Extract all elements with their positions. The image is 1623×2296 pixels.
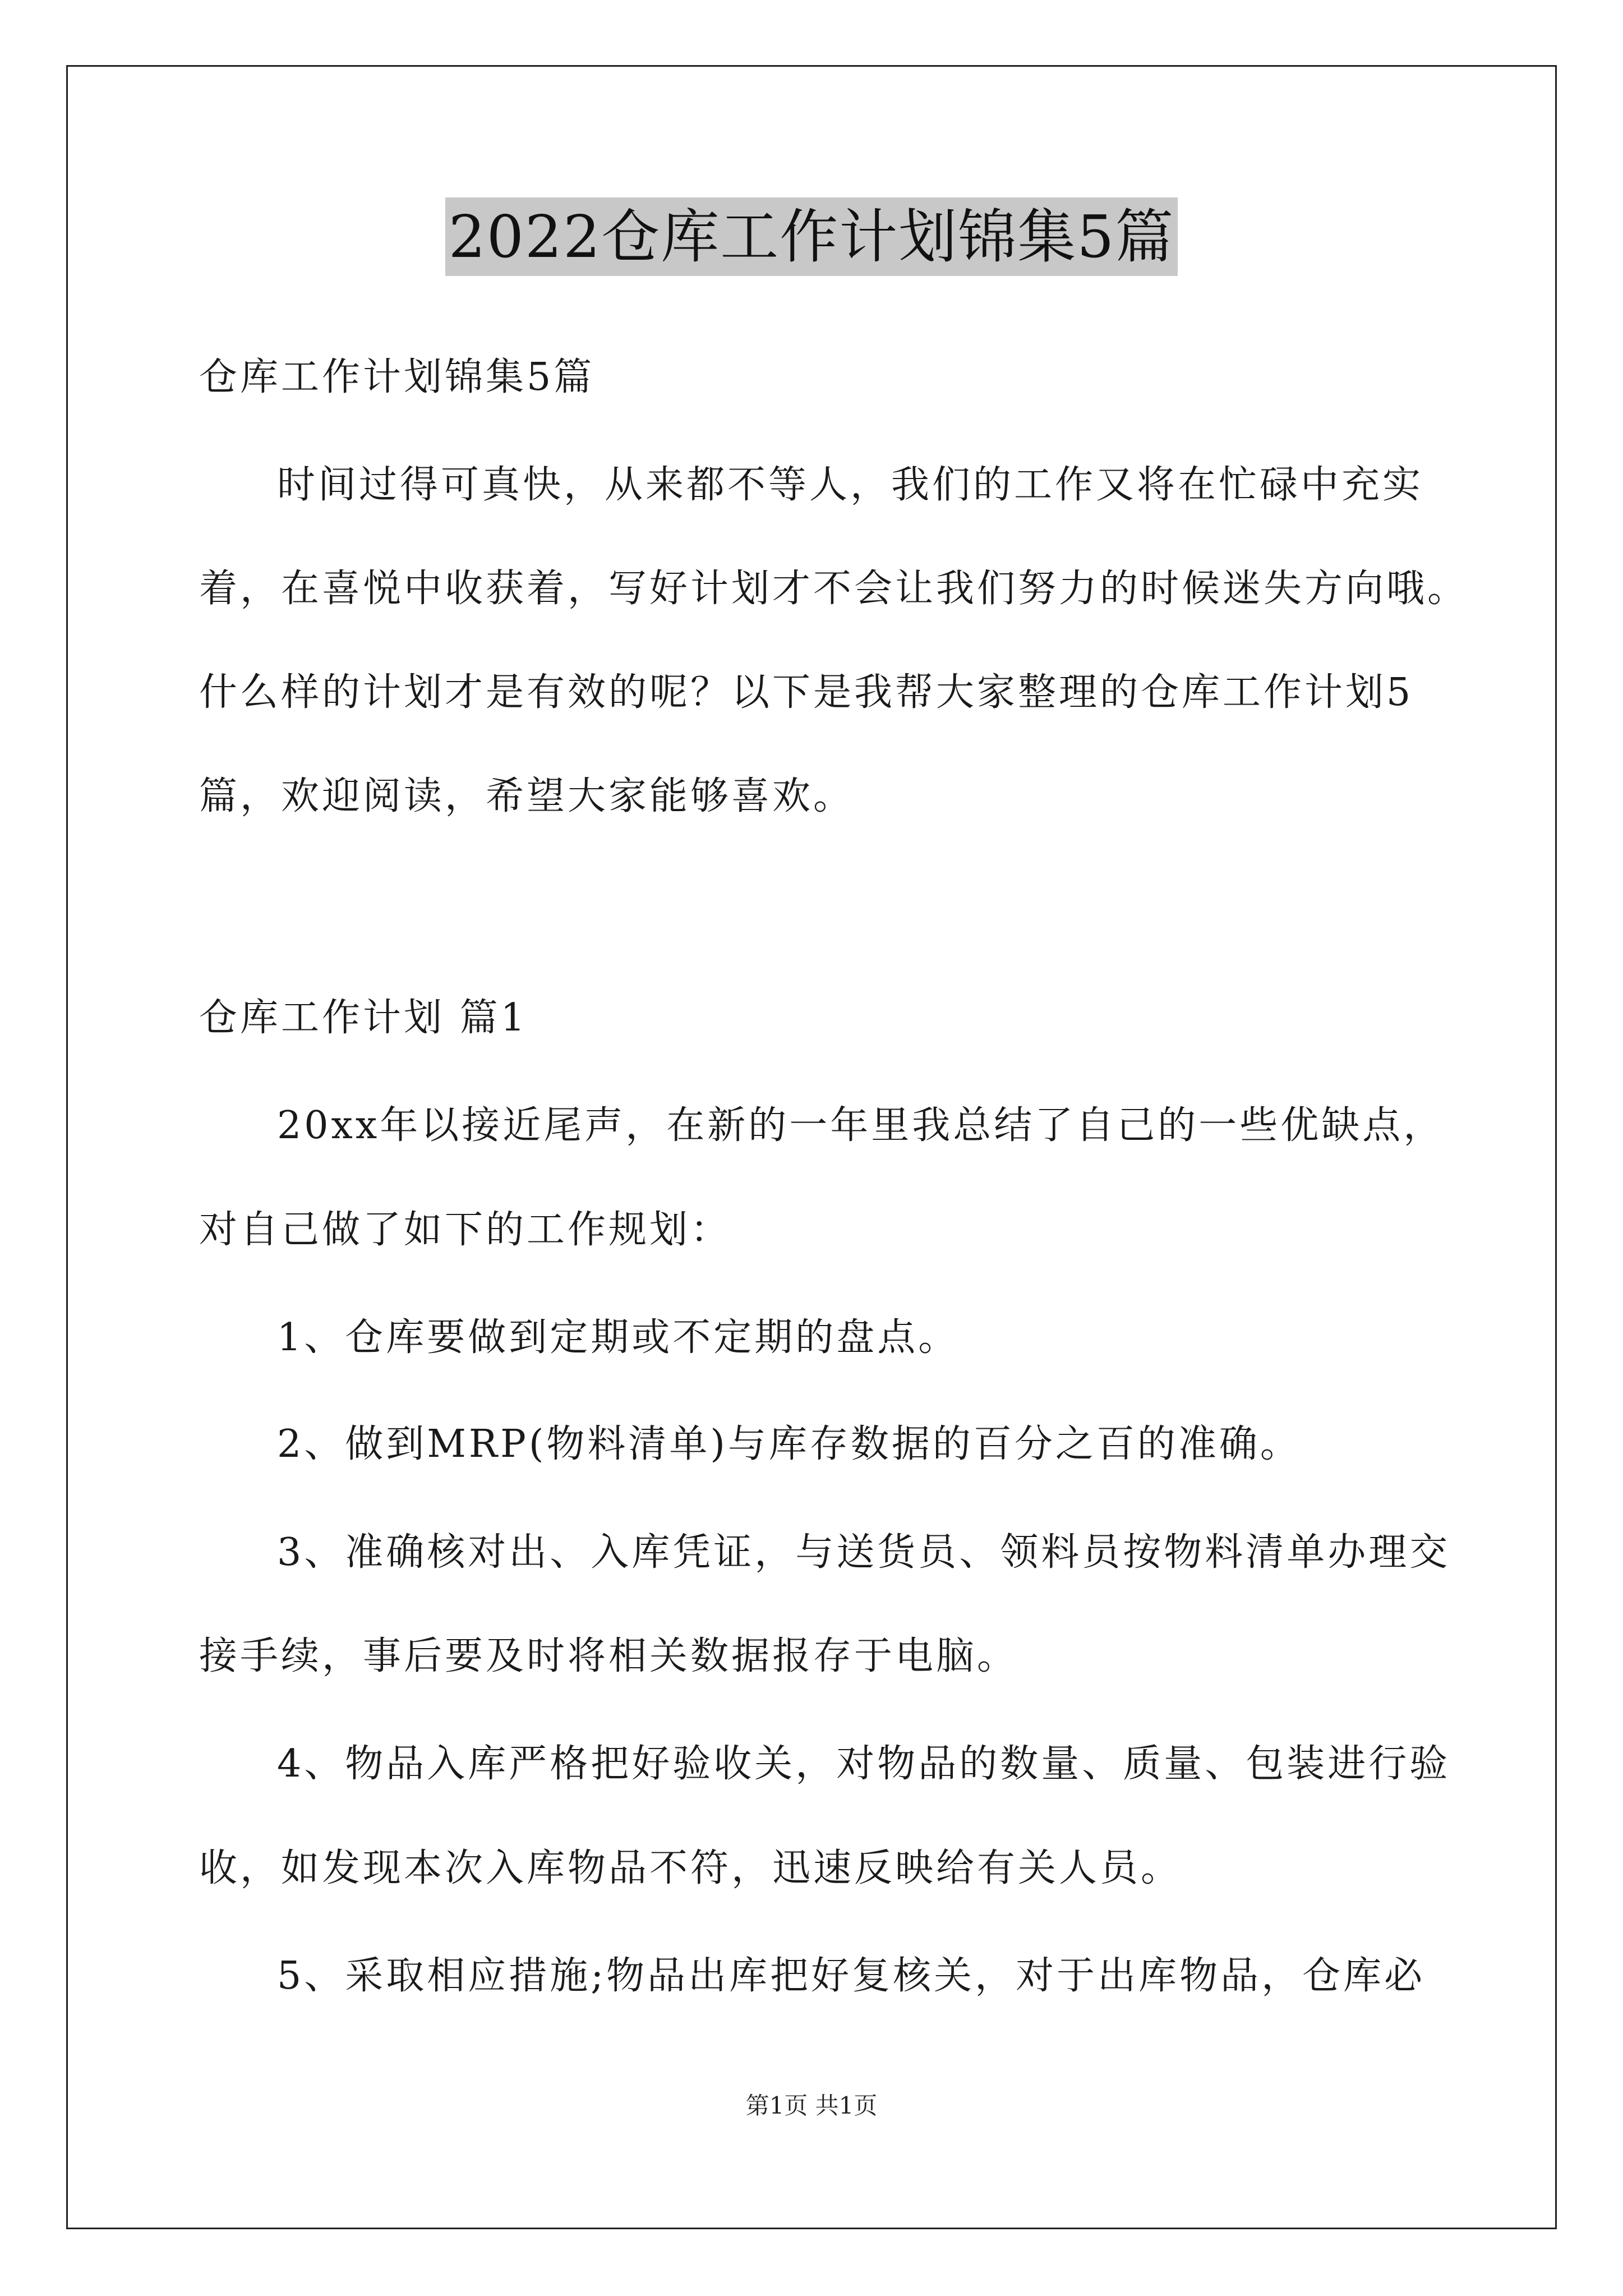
- list-item-3-line-2: 接手续，事后要及时将相关数据报存于电脑。: [199, 1634, 1018, 1678]
- intro-line-3: 什么样的计划才是有效的呢？以下是我帮大家整理的仓库工作计划5: [199, 670, 1414, 715]
- list-item-2: 2、做到MRP(物料清单)与库存数据的百分之百的准确。: [277, 1422, 1301, 1466]
- body-line-1: 20xx年以接近尾声，在新的一年里我总结了自己的一些优缺点，: [277, 1103, 1445, 1148]
- document-subtitle: 仓库工作计划锦集5篇: [199, 355, 595, 399]
- list-item-1: 1、仓库要做到定期或不定期的盘点。: [277, 1315, 960, 1360]
- intro-line-1: 时间过得可真快，从来都不等人，我们的工作又将在忙碌中充实: [277, 463, 1424, 507]
- list-item-4-line-2: 收，如发现本次入库物品不符，迅速反映给有关人员。: [199, 1846, 1182, 1890]
- intro-line-2: 着，在喜悦中收获着，写好计划才不会让我们努力的时候迷失方向哦。: [199, 567, 1469, 611]
- title-container: [0, 197, 1623, 276]
- list-item-4-line-1: 4、物品入库严格把好验收关，对物品的数量、质量、包装进行验: [277, 1742, 1451, 1786]
- intro-line-4: 篇，欢迎阅读，希望大家能够喜欢。: [199, 774, 855, 818]
- document-title: 2022仓库工作计划锦集5篇: [445, 197, 1178, 276]
- body-line-2: 对自己做了如下的工作规划：: [199, 1208, 732, 1252]
- page-footer: 第1页 共1页: [745, 2092, 878, 2119]
- list-item-3-line-1: 3、准确核对出、入库凭证，与送货员、领料员按物料清单办理交: [277, 1530, 1451, 1575]
- list-item-5-line-1: 5、采取相应措施;物品出库把好复核关，对于出库物品，仓库必: [277, 1954, 1426, 1998]
- section-heading: 仓库工作计划 篇1: [199, 996, 528, 1040]
